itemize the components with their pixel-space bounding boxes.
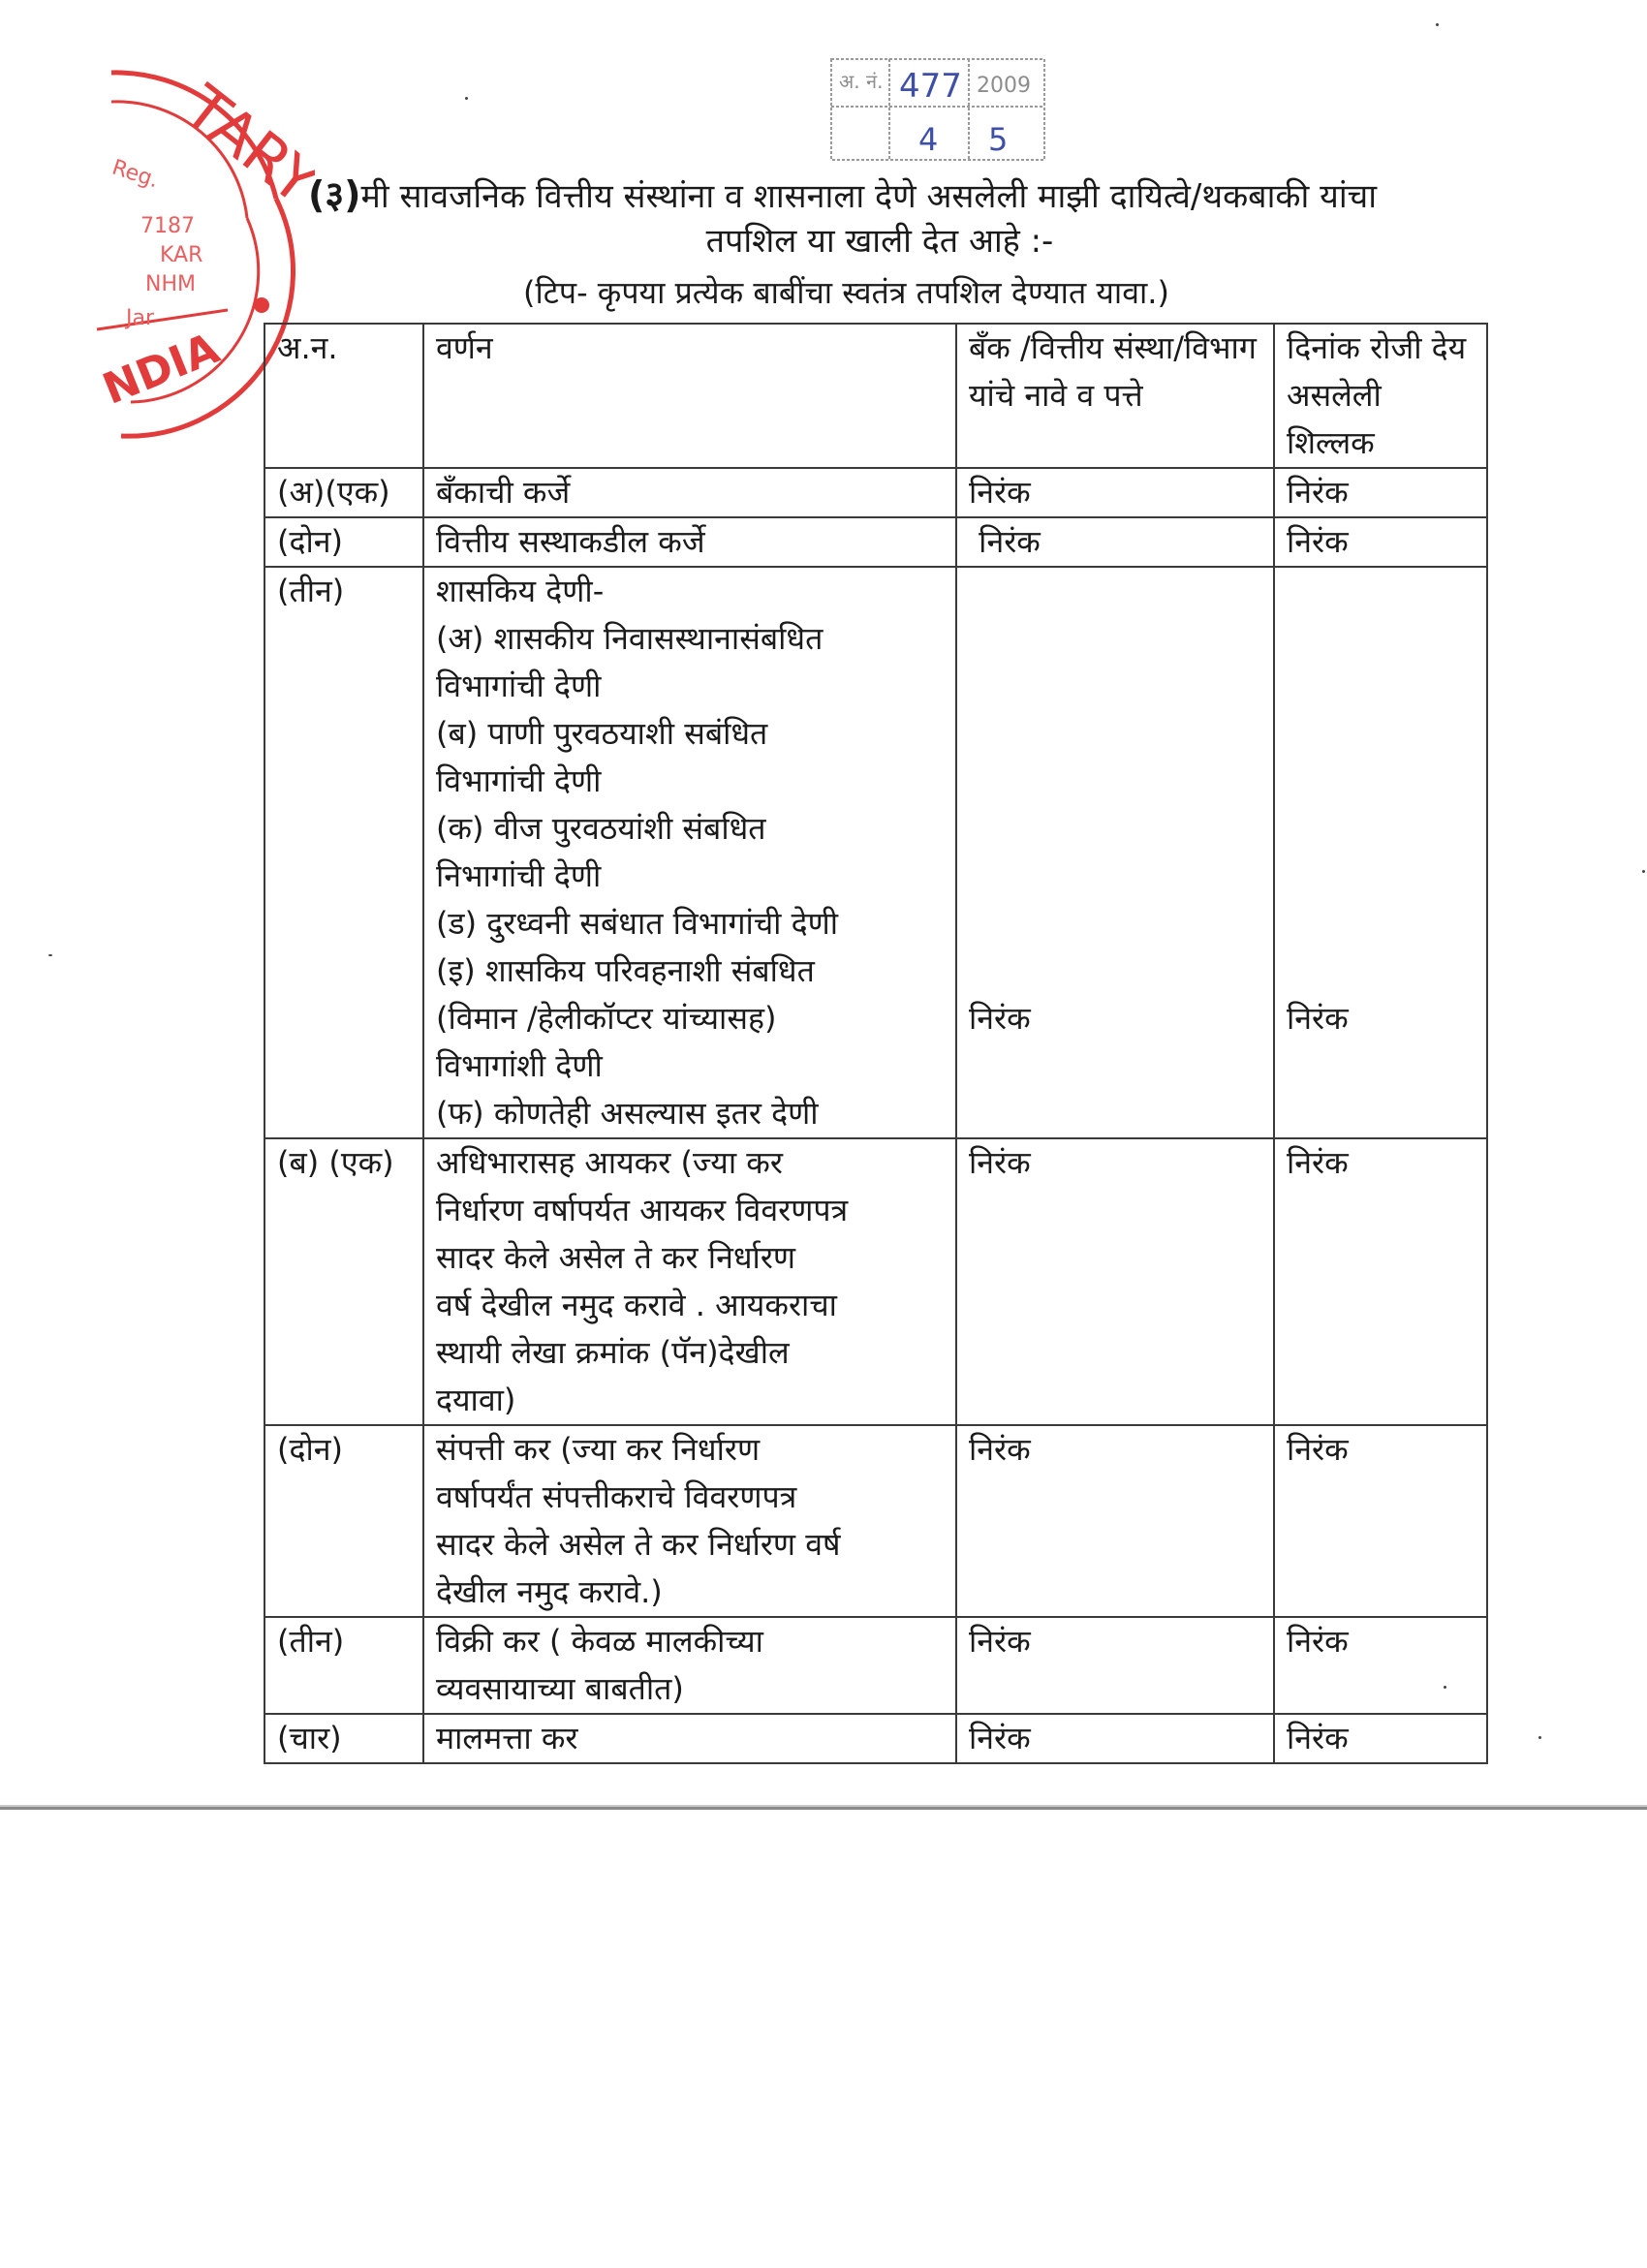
table-header-row <box>264 324 1487 468</box>
header-serial: अ.न. <box>264 324 423 468</box>
reg-year: 2009 <box>977 74 1031 98</box>
table-row <box>264 1138 1487 1425</box>
description-line: (विमान /हेलीकॉप्टर यांच्यासह) <box>436 1000 777 1037</box>
table-row <box>264 517 1487 567</box>
description-line: निर्धारण वर्षापर्यत आयकर विवरणपत्र <box>436 1192 849 1228</box>
cell-serial: (तीन) <box>264 1617 423 1714</box>
description-line: (अ) शासकीय निवासस्थानासंबधित <box>436 620 824 657</box>
registration-box <box>822 53 1054 165</box>
balance-value: निरंक <box>1287 474 1349 511</box>
balance-value: निरंक <box>1287 1431 1349 1468</box>
balance-value: निरंक <box>1287 1720 1349 1756</box>
cell-description <box>423 468 956 517</box>
table-row <box>264 1425 1487 1617</box>
cell-description <box>423 1138 956 1425</box>
cell-serial: (दोन) <box>264 517 423 567</box>
heading-line-1: मी सावजनिक वित्तीय संस्थांना व शासनाला देणे असलेली माझी दायित्वे/थकबाकी यांचा <box>360 177 1378 216</box>
description-line: (फ) कोणतेही असल्यास इतर देणी <box>436 1095 819 1132</box>
cell-serial: (अ)(एक) <box>264 468 423 517</box>
description-line: शासकिय देणी- <box>436 573 605 609</box>
reg-page: 5 <box>988 121 1009 158</box>
cell-bank-details <box>956 517 1274 567</box>
stamp-line-1: Reg. <box>109 155 162 194</box>
cell-balance <box>1274 567 1487 1138</box>
table-row <box>264 567 1487 1138</box>
cell-serial: (दोन) <box>264 1425 423 1617</box>
description-line: व्यवसायाच्या बाबतीत) <box>436 1670 684 1707</box>
balance-value: निरंक <box>1287 523 1349 560</box>
cell-balance <box>1274 517 1487 567</box>
bank-value: निरंक <box>969 1144 1031 1181</box>
cell-bank-details <box>956 1714 1274 1763</box>
table-row <box>264 468 1487 517</box>
cell-balance <box>1274 1138 1487 1425</box>
description-line: मालमत्ता कर <box>436 1720 578 1756</box>
stamp-line-3: KAR <box>160 243 203 267</box>
reg-label: अ. नं. <box>839 70 884 93</box>
bank-value: निरंक <box>969 1623 1031 1660</box>
instruction-note: (टिप- कृपया प्रत्येक बाबींचा स्वतंत्र तपशिल देण्यात यावा.) <box>523 274 1169 311</box>
stamp-seal-bottom: NDIA <box>96 324 227 415</box>
cell-bank-details <box>956 1138 1274 1425</box>
table-row <box>264 1714 1487 1763</box>
cell-serial: (तीन) <box>264 567 423 1138</box>
table-row <box>264 1617 1487 1714</box>
cell-description <box>423 567 956 1138</box>
description-line: वर्षापर्यंत संपत्तीकराचे विवरणपत्र <box>436 1478 797 1515</box>
stamp-line-4: NHM <box>145 272 196 296</box>
bank-value: निरंक <box>969 523 1041 560</box>
description-line: अधिभारासह आयकर (ज्या कर <box>436 1144 783 1181</box>
header-balance: दिनांक रोजी देय असलेली शिल्लक <box>1274 324 1487 468</box>
cell-balance <box>1274 1714 1487 1763</box>
description-line: विभागांची देणी <box>436 762 602 799</box>
description-line: देखील नमुद करावे.) <box>436 1573 663 1610</box>
scan-speck <box>1642 870 1645 873</box>
stamp-line-5: Jar <box>126 306 155 330</box>
scan-speck <box>465 97 468 100</box>
cell-bank-details <box>956 1425 1274 1617</box>
bank-value: निरंक <box>969 1000 1031 1037</box>
liabilities-table <box>264 323 1488 1764</box>
cell-serial: (ब) (एक) <box>264 1138 423 1425</box>
cell-bank-details <box>956 468 1274 517</box>
balance-value: निरंक <box>1287 1623 1349 1660</box>
header-description: वर्णन <box>423 324 956 468</box>
balance-value: निरंक <box>1287 1144 1349 1181</box>
section-heading <box>308 172 1500 264</box>
description-line: वित्तीय सस्थाकडील कर्जे <box>436 523 705 560</box>
header-bank-details: बँक /वित्तीय संस्था/विभाग यांचे नावे व पत्ते <box>956 324 1274 468</box>
description-line: (ब) पाणी पुरवठयाशी सबंधित <box>436 715 768 752</box>
scan-speck <box>1444 1686 1446 1689</box>
description-line: विक्री कर ( केवळ मालकीच्या <box>436 1623 763 1660</box>
description-line: विभागांशी देणी <box>436 1047 603 1084</box>
cell-bank-details <box>956 567 1274 1138</box>
description-line: दयावा) <box>436 1382 516 1418</box>
cell-description <box>423 1714 956 1763</box>
scan-speck <box>1436 23 1439 26</box>
stamp-line-2: 7187 <box>140 214 195 238</box>
bank-value: निरंक <box>969 1720 1031 1756</box>
cell-serial: (चार) <box>264 1714 423 1763</box>
scan-speck <box>1538 1736 1541 1739</box>
description-line: सादर केले असेल ते कर निर्धारण <box>436 1239 796 1276</box>
description-line: निभागांची देणी <box>436 857 602 894</box>
cell-balance <box>1274 1425 1487 1617</box>
cell-bank-details <box>956 1617 1274 1714</box>
cell-balance <box>1274 1617 1487 1714</box>
description-line: विभागांची देणी <box>436 668 602 704</box>
description-line: सादर केले असेल ते कर निर्धारण वर्ष <box>436 1526 841 1563</box>
description-line: स्थायी लेखा क्रमांक (पॅन)देखील <box>436 1334 790 1371</box>
description-line: (क) वीज पुरवठयांशी संबधित <box>436 810 766 847</box>
balance-value: निरंक <box>1287 1000 1349 1037</box>
reg-book: 4 <box>918 121 939 158</box>
cell-description <box>423 1425 956 1617</box>
description-line: बँकाची कर्जे <box>436 474 571 511</box>
description-line: (ड) दुरध्वनी सबंधात विभागांची देणी <box>436 905 839 942</box>
scan-speck <box>48 954 52 956</box>
section-number: (३) <box>308 173 361 216</box>
reg-number: 477 <box>899 67 962 106</box>
description-line: वर्ष देखील नमुद करावे . आयकराचा <box>436 1287 837 1323</box>
cell-description <box>423 517 956 567</box>
cell-balance <box>1274 468 1487 517</box>
bank-value: निरंक <box>969 474 1031 511</box>
heading-line-2: तपशिल या खाली देत आहे :- <box>705 222 1054 261</box>
bank-value: निरंक <box>969 1431 1031 1468</box>
description-line: संपत्ती कर (ज्या कर निर्धारण <box>436 1431 761 1468</box>
description-line: (इ) शासकिय परिवहनाशी संबधित <box>436 952 815 989</box>
cell-description <box>423 1617 956 1714</box>
scan-lower-blank <box>0 1807 1647 2268</box>
stamp-seal-top: TARY <box>171 71 315 219</box>
